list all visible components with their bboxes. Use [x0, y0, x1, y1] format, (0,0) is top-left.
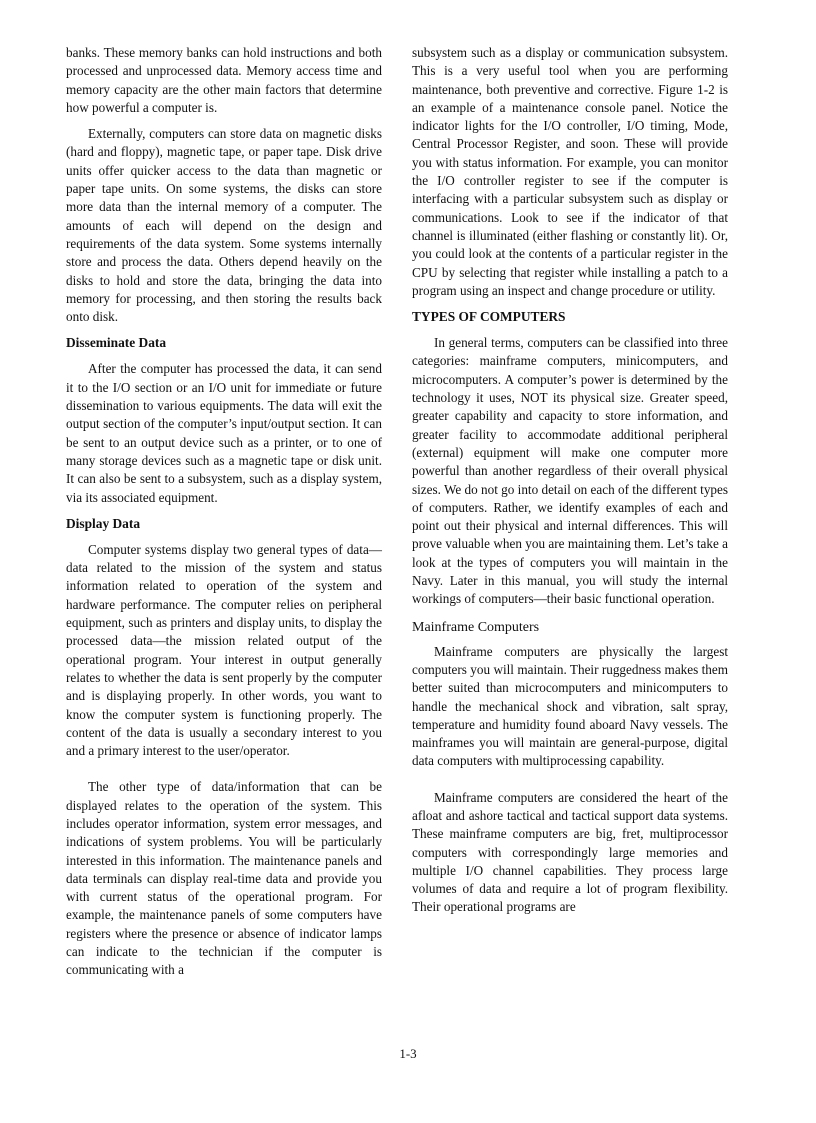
paragraph-external-storage: Externally, computers can store data on magnetic disks (hard and floppy), magnetic tape, or paper tape. Disk drive units offer quicker access to the data than magnetic or paper tape units. On some systems, the disks can store more data than the internal memory of a computer. The amounts of each will depend on the design and requirements of the data system. Some systems internally store and process the data. Others depend heavily on the disks to hold and store the data, bringing the data into memory for processing, and then storing the results back onto disk. — [66, 126, 382, 325]
paragraph-system-info: The other type of data/information that can be displayed relates to the operation of the system. This includes operator information, system error messages, and indications of system problems. You will be particularly interested in this information. The maintenance panels and data terminals can display real-time data and provide you with current status of the operational program. For example, the maintenance panels of some computers have registers where the presence or absence of indicator lamps can indicate to the technician if the computer is communicating with a — [66, 779, 382, 978]
heading-disseminate-data: Disseminate Data — [66, 335, 167, 351]
heading-display-data: Display Data — [66, 515, 141, 531]
page-number: 1-3 — [399, 1046, 417, 1061]
paragraph-disseminate: After the computer has processed the data, it can send it to the I/O section or an I/O unit for immediate or future dissemination to various equipments. The data will exit the output section of the computer’s input/output section. It can be sent to an output device such as a printer, or to one of many storage devices such as a magnetic tape or disk unit. It can also be sent to a subsystem, such as a display system, via its associated equipment. — [66, 361, 382, 505]
paragraph-mainframe-heart: Mainframe computers are considered the heart of the afloat and ashore tactical and tactical support data systems. These mainframe computers are big, fret, multiprocessor computers with correspondingly large memories and multiple I/O channel capabilities. They process large volumes of data and require a lot of program flexibility. Their operational programs are — [412, 789, 728, 915]
paragraph-mainframe-size: Mainframe computers are physically the largest computers you will maintain. Their ruggedness makes them better suited than microcomputers and minicomputers to handle the mechanical shock and vibration, salt spray, temperature and humidity found aboard Navy vessels. The mainframes you will maintain are general-purpose, digital data computers with multiprocessing capability. — [412, 643, 728, 769]
paragraph-display-types: Computer systems display two general types of data—data related to the mission of the system and status information related to operation of the system and hardware performance. The computer relies on peripheral equipment, such as printers and display units, to display the processed data—the mission related output of the operational program. Your interest in output generally relates to whether the data is sent properly by the computer and is displaying properly. In other words, you want to know the computer system is functioning properly. The content of the data is usually a secondary interest to you and a primary interest to the user/operator. — [66, 541, 382, 759]
left-column — [66, 44, 382, 988]
heading-types-of-computers: TYPES OF COMPUTERS — [412, 309, 566, 325]
paragraph-memory-banks: banks. These memory banks can hold instructions and both processed and unprocessed data. Memory access time and memory capacity are the other main factors that determine how powerful a computer is. — [66, 45, 382, 115]
heading-mainframe-computers: Mainframe Computers — [412, 619, 540, 635]
paragraph-maintenance-panel: subsystem such as a display or communication subsystem. This is a very useful tool when you are performing maintenance, both preventive and corrective. Figure 1-2 is an example of a maintenance console panel. Notice the indicator lights for the I/O controller, I/O timing, Mode, Central Processor Register, and soon. These will provide you with status information. For example, you can monitor the I/O controller register to see if the computer is interfacing with a particular subsystem such as display or communications. Look to see if the indicator of that channel is illuminated (either flashing or constantly lit). Or, you could look at the contents of a particular register in the CPU by selecting that register while installing a patch to a program using an inspect and change procedure or utility. — [412, 45, 728, 298]
paragraph-computer-categories: In general terms, computers can be classified into three categories: mainframe computers, minicomputers, and microcomputers. A computer’s power is determined by the technology it uses, NOT its physical size. Greater speed, greater capability and capacity to store information, and greater facility to accommodate additional peripheral (external) equipment will make one computer more powerful than another regardless of their overall physical sizes. We do not go into detail on each of the different types of computers. Rather, we identify examples of each and point out their physical and internal differences. This will prove valuable when you are maintaining them. Let’s take a look at the types of computers you will maintain in the Navy. Later in this manual, you will study the internal workings of computers—their basic functional operation. — [412, 335, 728, 607]
right-column — [412, 44, 728, 925]
